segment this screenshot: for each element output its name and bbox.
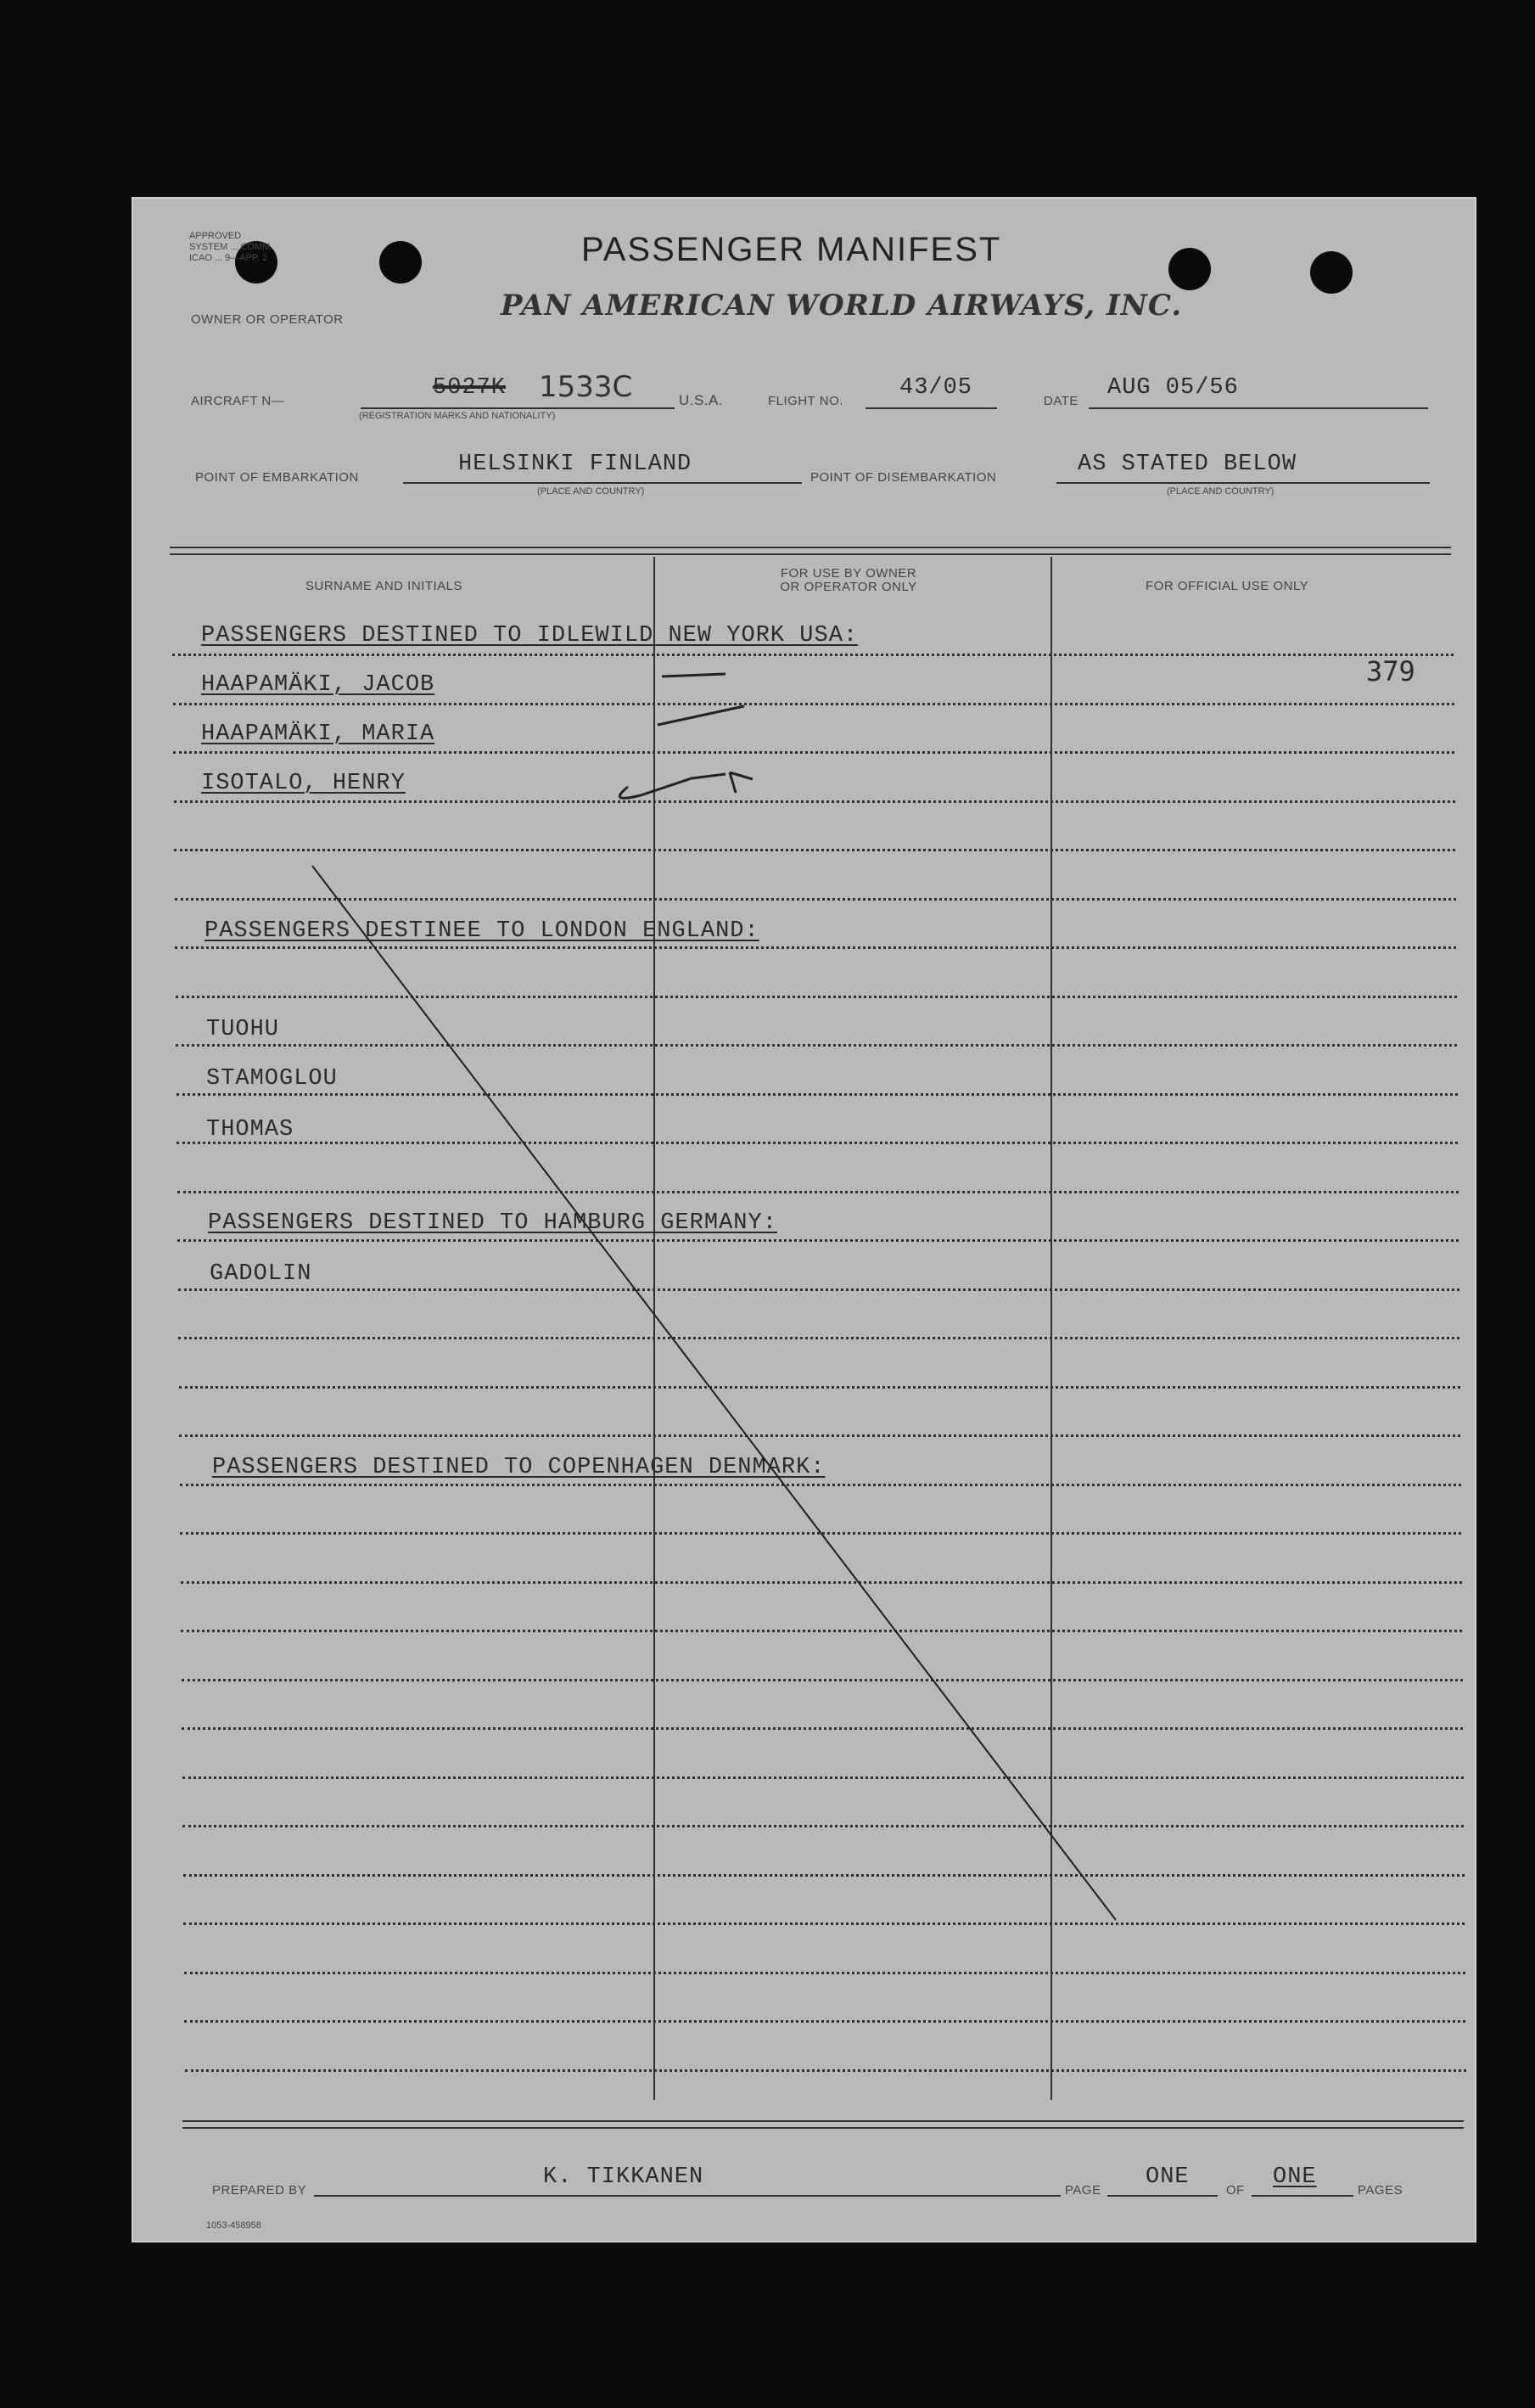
pages-value: ONE [1273, 2164, 1317, 2190]
check-mark [658, 706, 744, 725]
pages-line [1252, 2195, 1353, 2197]
form-number: 1053-458958 [206, 2220, 261, 2231]
passenger-name: STAMOGLOU [206, 1066, 338, 1092]
flight-value: 43/05 [899, 375, 973, 401]
embark-value: HELSINKI FINLAND [458, 452, 692, 477]
embark-caption: (PLACE AND COUNTRY) [537, 486, 645, 497]
footer-rule-bottom [182, 2127, 1464, 2129]
form-title: PASSENGER MANIFEST [581, 231, 1002, 268]
date-value: AUG 05/56 [1107, 375, 1239, 401]
flight-label: FLIGHT NO. [768, 394, 843, 408]
passenger-name: HAAPAMÄKI, JACOB [201, 672, 435, 698]
aircraft-handwritten: 1533C [539, 370, 633, 404]
usa-label: U.S.A. [679, 392, 724, 408]
manifest-sheet [132, 197, 1476, 2242]
owner-label: OWNER OR OPERATOR [191, 312, 344, 327]
approval-text: APPROVED SYSTEM ... COMM. ICAO ... 9—APP. 2 [189, 231, 273, 263]
col-surname-header: SURNAME AND INITIALS [305, 579, 463, 593]
passenger-name: HAAPAMÄKI, MARIA [201, 721, 435, 747]
pen-marks [132, 197, 1476, 2242]
disembark-label: POINT OF DISEMBARKATION [810, 470, 997, 485]
check-mark [662, 674, 725, 676]
footer-rule-top [182, 2120, 1464, 2122]
prepared-line [314, 2195, 1061, 2197]
pages-label: PAGES [1358, 2183, 1403, 2198]
prepared-value: K. TIKKANEN [543, 2164, 704, 2190]
disembark-value: AS STATED BELOW [1078, 452, 1297, 477]
destination-header: PASSENGERS DESTINED TO COPENHAGEN DENMARK: [212, 1455, 826, 1480]
col-owner-header: FOR USE BY OWNER OR OPERATOR ONLY [780, 566, 917, 594]
registration-caption: (REGISTRATION MARKS AND NATIONALITY) [359, 411, 556, 421]
destination-header: PASSENGERS DESTINED TO IDLEWILD NEW YORK USA: [201, 623, 859, 648]
page-label: PAGE [1065, 2183, 1101, 2198]
page-value: ONE [1146, 2164, 1190, 2190]
aircraft-struck: 5027K [433, 375, 507, 401]
embark-label: POINT OF EMBARKATION [195, 470, 359, 485]
passenger-name: TUOHU [206, 1017, 280, 1042]
page-line [1107, 2195, 1218, 2197]
check-mark [619, 772, 753, 798]
destination-header: PASSENGERS DESTINEE TO LONDON ENGLAND: [204, 918, 759, 944]
official-number: 379 [1366, 655, 1415, 688]
date-label: DATE [1044, 394, 1078, 408]
aircraft-label: AIRCRAFT N— [191, 394, 285, 408]
passenger-name: ISOTALO, HENRY [201, 771, 406, 796]
passenger-name: GADOLIN [210, 1261, 312, 1287]
of-label: OF [1226, 2183, 1245, 2198]
passenger-name: THOMAS [206, 1117, 294, 1142]
airline-name: PAN AMERICAN WORLD AIRWAYS, INC. [501, 289, 1183, 323]
disembark-caption: (PLACE AND COUNTRY) [1167, 486, 1274, 497]
prepared-label: PREPARED BY [212, 2183, 307, 2198]
diagonal-strike-line [312, 866, 1116, 1920]
col-official-header: FOR OFFICIAL USE ONLY [1146, 579, 1309, 593]
destination-header: PASSENGERS DESTINED TO HAMBURG GERMANY: [208, 1210, 777, 1236]
